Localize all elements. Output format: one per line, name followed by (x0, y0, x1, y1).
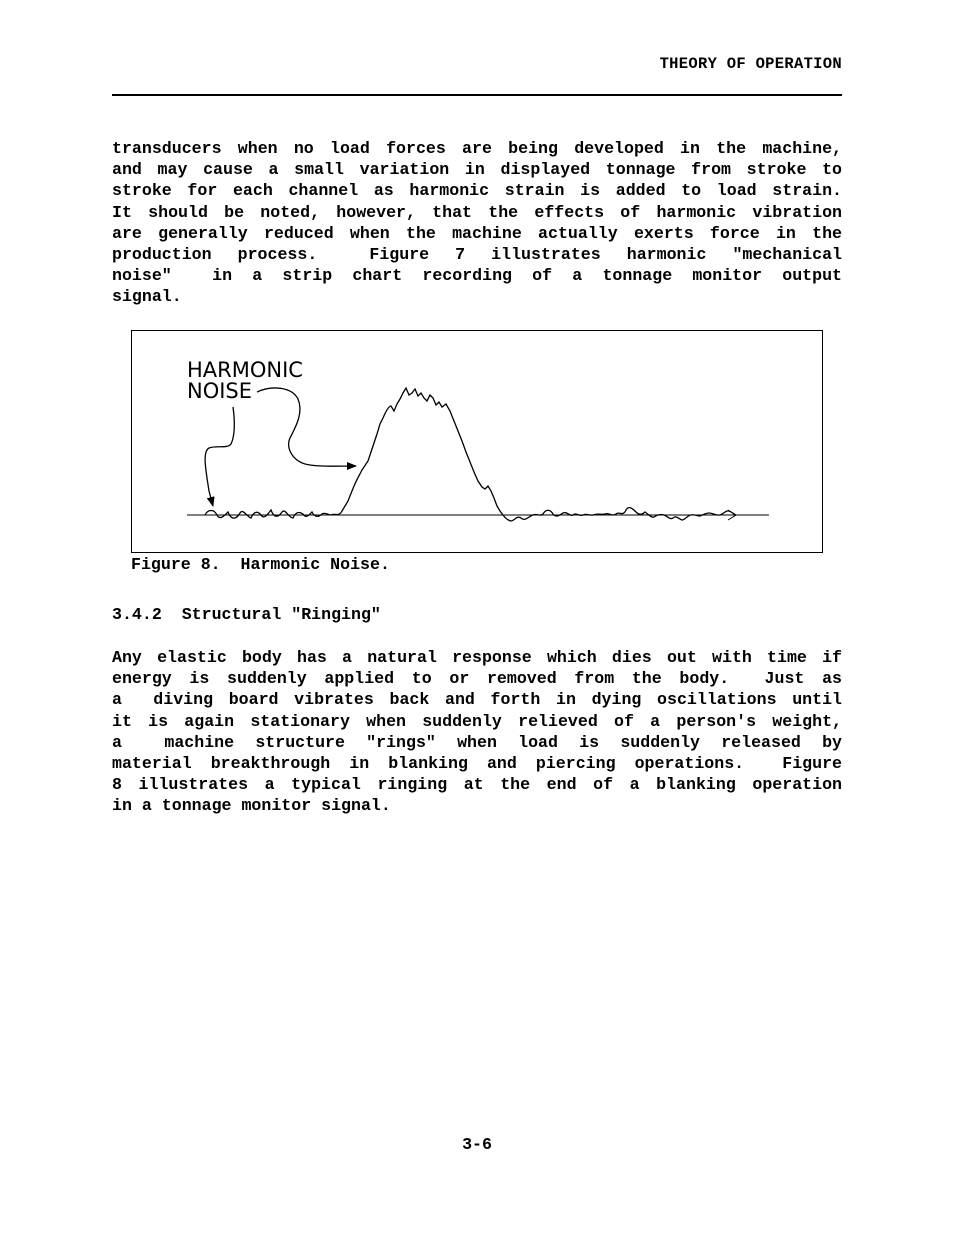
strip-chart-drawing (132, 331, 822, 552)
leader-arrow-left (205, 407, 234, 506)
page-number: 3-6 (462, 1135, 492, 1154)
text-line: are generally reduced when the machine actually exerts force in the (112, 223, 842, 243)
leader-arrow-right (257, 388, 356, 466)
running-header: THEORY OF OPERATION (659, 55, 842, 73)
text-line: a machine structure "rings" when load is suddenly released by (112, 732, 842, 752)
text-line: production process. Figure 7 illustrates harmonic "mechanical (112, 244, 842, 264)
text-line: signal. (112, 287, 182, 307)
text-line: stroke for each channel as harmonic strain is added to load strain. (112, 181, 842, 201)
text-line: a diving board vibrates back and forth in dying oscillations until (112, 690, 842, 710)
text-line: material breakthrough in blanking and piercing operations. Figure (112, 753, 842, 773)
text-line: It should be noted, however, that the effects of harmonic vibration (112, 202, 842, 222)
header-rule (112, 94, 842, 96)
text-line: and may cause a small variation in displayed tonnage from stroke to (112, 160, 842, 180)
figure-caption: Figure 8. Harmonic Noise. (131, 555, 390, 574)
text-line: Any elastic body has a natural response which dies out with time if (112, 648, 842, 667)
body-paragraph-ringing (112, 647, 842, 817)
text-line: transducers when no load forces are being developed in the machine, (112, 139, 842, 158)
text-line: energy is suddenly applied to or removed from the body. Just as (112, 669, 842, 689)
text-line: 8 illustrates a typical ringing at the end of a blanking operation (112, 775, 842, 795)
text-line: in a tonnage monitor signal. (112, 796, 391, 816)
text-line: it is again stationary when suddenly relieved of a person's weight, (112, 711, 842, 731)
body-paragraph-harmonic (112, 138, 842, 308)
section-heading: 3.4.2 Structural "Ringing" (112, 605, 381, 624)
figure-harmonic-noise (131, 330, 823, 553)
text-line: noise" in a strip chart recording of a tonnage monitor output (112, 266, 842, 286)
figure-label-line1: HARMONIC (187, 358, 303, 382)
signal-trace (205, 388, 736, 521)
figure-label-line2: NOISE (187, 379, 253, 403)
